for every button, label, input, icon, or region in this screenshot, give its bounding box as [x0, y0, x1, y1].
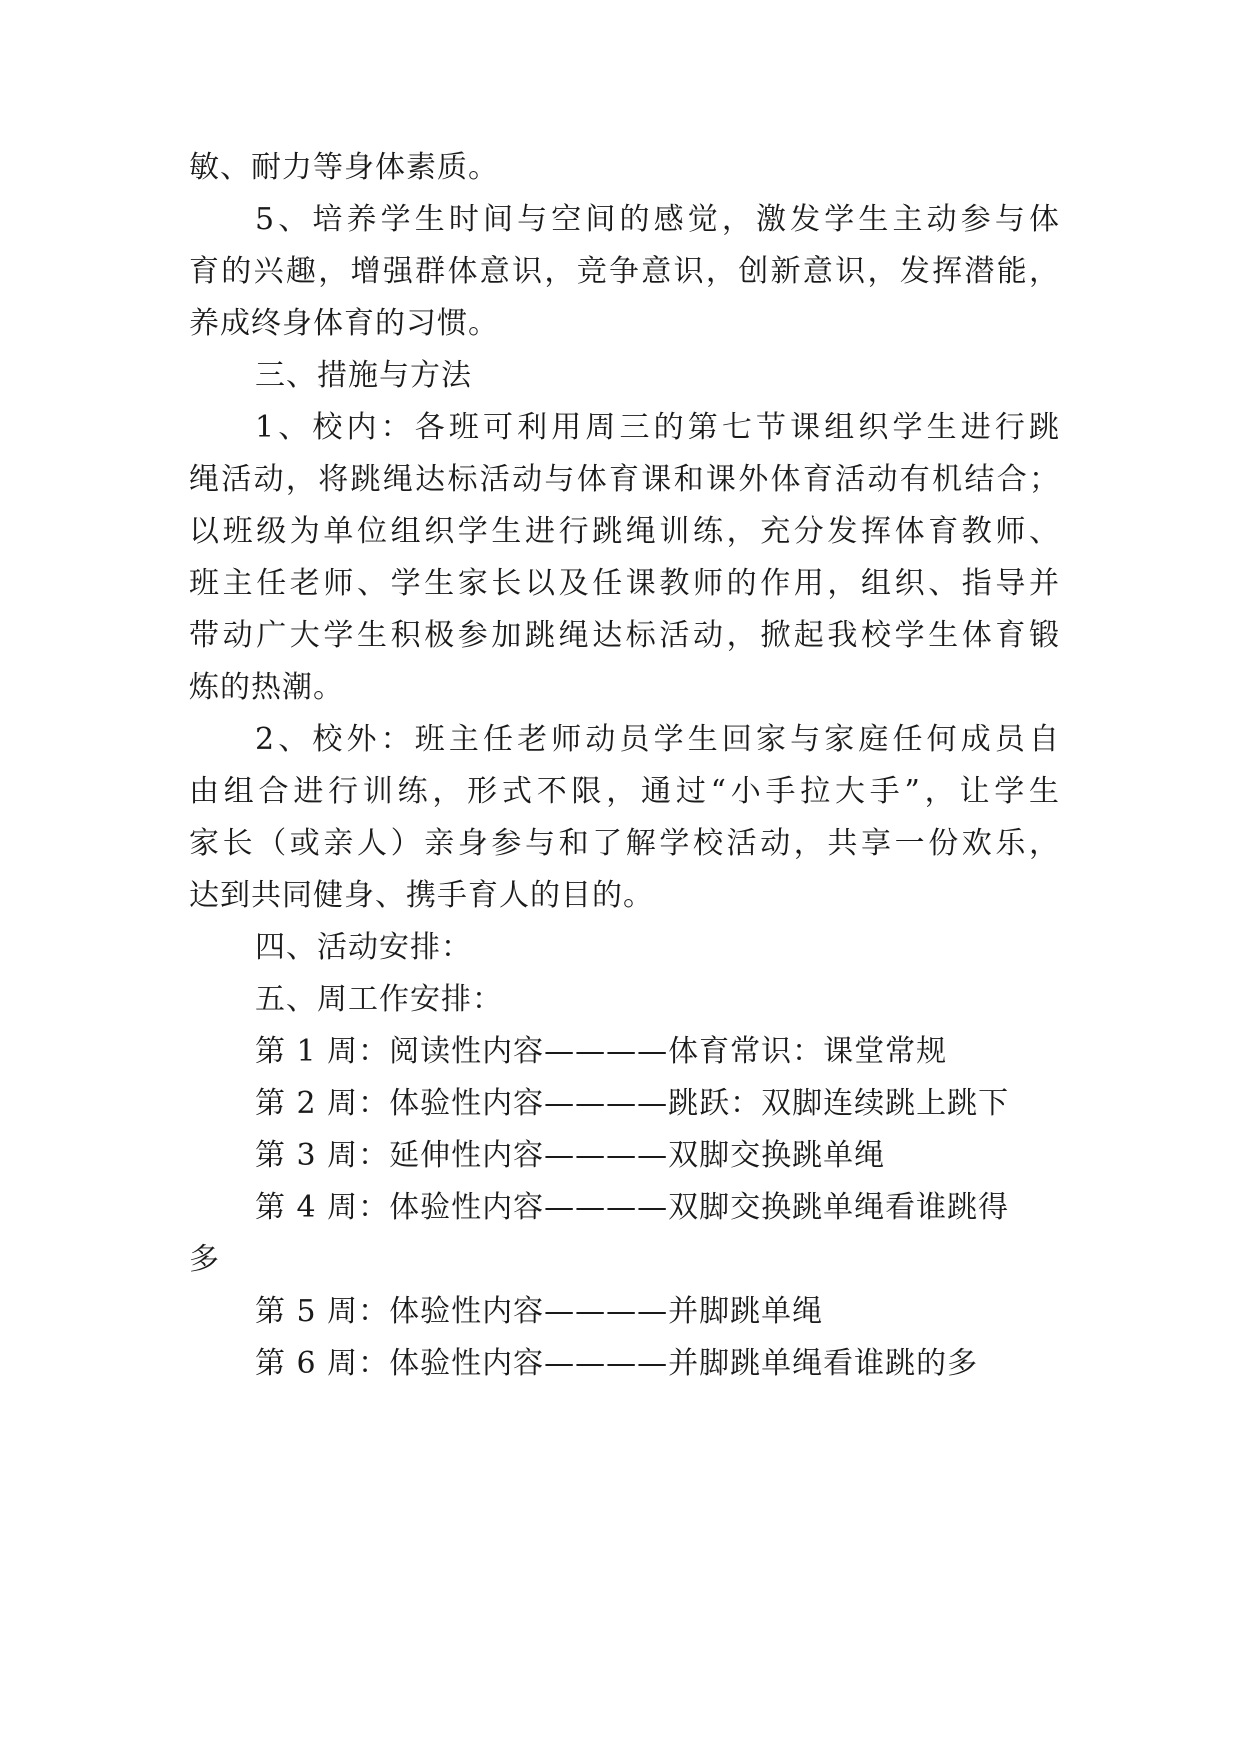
text-line: 家长（或亲人）亲身参与和了解学校活动，共享一份欢乐，	[189, 826, 1059, 861]
text-line: 由组合进行训练，形式不限，通过“小手拉大手”，让学生	[189, 774, 1059, 809]
schedule-item: 第 2 周：体验性内容————跳跃：双脚连续跳上跳下	[255, 1086, 1010, 1121]
text-line: 班主任老师、学生家长以及任课教师的作用，组织、指导并	[189, 566, 1059, 601]
text-line: 以班级为单位组织学生进行跳绳训练，充分发挥体育教师、	[189, 514, 1059, 549]
schedule-item: 第 3 周：延伸性内容————双脚交换跳单绳	[255, 1138, 886, 1173]
text-line: 养成终身体育的习惯。	[189, 306, 499, 341]
section-heading: 四、活动安排：	[255, 930, 472, 965]
section-heading: 五、周工作安排：	[255, 982, 503, 1017]
schedule-item: 第 4 周：体验性内容————双脚交换跳单绳看谁跳得	[255, 1190, 1010, 1225]
schedule-item: 第 6 周：体验性内容————并脚跳单绳看谁跳的多	[255, 1346, 979, 1381]
text-line: 5、培养学生时间与空间的感觉，激发学生主动参与体	[255, 202, 1059, 237]
schedule-item: 第 5 周：体验性内容————并脚跳单绳	[255, 1294, 824, 1329]
text-line: 1、校内：各班可利用周三的第七节课组织学生进行跳	[255, 410, 1059, 445]
section-heading: 三、措施与方法	[255, 358, 472, 393]
schedule-item-continuation: 多	[189, 1242, 220, 1277]
schedule-item: 第 1 周：阅读性内容————体育常识：课堂常规	[255, 1034, 948, 1069]
text-line: 敏、耐力等身体素质。	[189, 150, 499, 185]
text-line: 达到共同健身、携手育人的目的。	[189, 878, 654, 913]
text-line: 炼的热潮。	[189, 670, 344, 705]
text-line: 育的兴趣，增强群体意识，竞争意识，创新意识，发挥潜能，	[189, 254, 1059, 289]
text-line: 2、校外：班主任老师动员学生回家与家庭任何成员自	[255, 722, 1059, 757]
text-line: 带动广大学生积极参加跳绳达标活动，掀起我校学生体育锻	[189, 618, 1059, 653]
text-line: 绳活动，将跳绳达标活动与体育课和课外体育活动有机结合；	[189, 462, 1059, 497]
